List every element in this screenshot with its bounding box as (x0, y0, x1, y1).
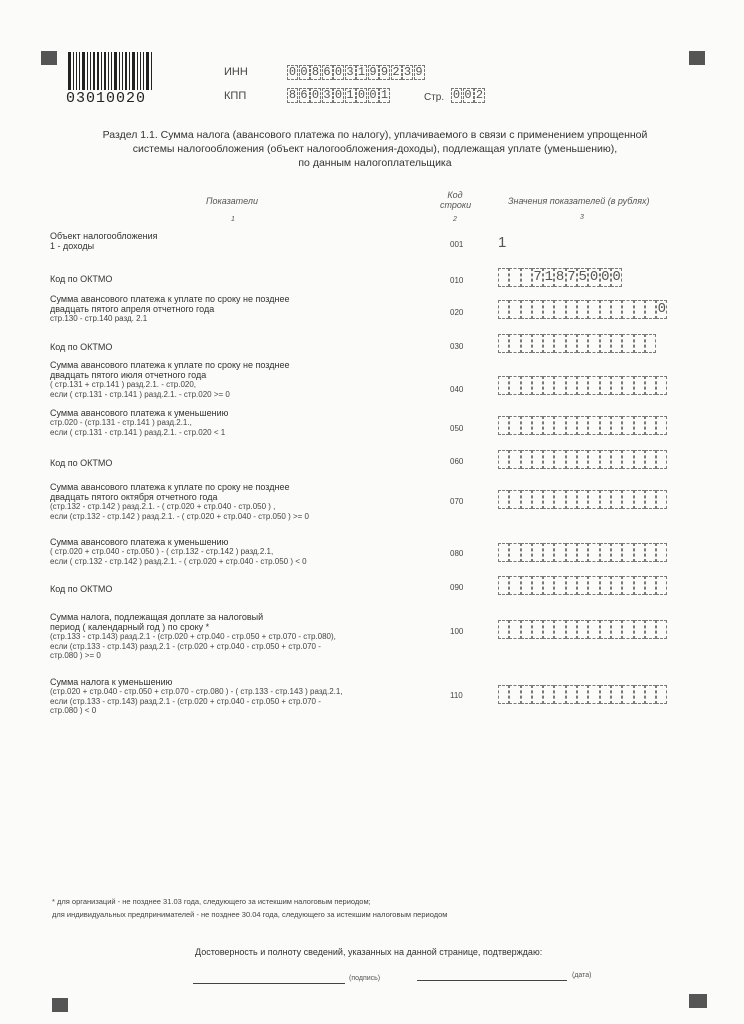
value-digit-cell (554, 576, 565, 595)
row-label-line: период ( календарный год ) по сроку * (50, 622, 210, 632)
value-digit-cell (611, 450, 622, 469)
row-020-value-field[interactable] (498, 300, 667, 319)
value-digit-cell (645, 334, 656, 353)
value-digit-cell (532, 576, 543, 595)
value-digit-cell (611, 376, 622, 395)
value-digit-cell: 0 (601, 269, 610, 285)
value-digit-cell (532, 300, 543, 319)
value-digit-cell (543, 416, 554, 435)
inn-digit-cell: 0 (300, 65, 308, 79)
value-digit-cell (521, 490, 532, 509)
column-header-indicators: Показатели (206, 196, 258, 206)
row-100-value-field[interactable] (498, 620, 667, 639)
row-050-value-field[interactable] (498, 416, 667, 435)
column-number-1: 1 (231, 216, 235, 223)
value-digit-cell (645, 543, 656, 562)
date-label: (дата) (572, 972, 592, 979)
row-110-label (50, 677, 350, 716)
row-label-line: Сумма налога, подлежащая доплате за налоговый (50, 612, 264, 622)
row-code: 020 (450, 308, 464, 317)
value-digit-cell (498, 576, 509, 595)
row-label-line: стр.080 ) >= 0 (50, 651, 101, 660)
value-digit-cell (532, 543, 543, 562)
value-digit-cell (532, 450, 543, 469)
kpp-digit-cell: 1 (380, 88, 389, 102)
row-label-line: если (стр.133 - стр.143) разд.2.1 - (стр.020 + стр.040 - стр.050 + стр.070 - (50, 696, 321, 706)
value-digit-cell (532, 334, 543, 353)
kpp-digit-cell: 0 (369, 88, 377, 102)
value-digit-cell: 0 (657, 301, 666, 317)
value-digit-cell (622, 543, 633, 562)
value-digit-cell (634, 620, 645, 639)
value-digit-cell (498, 450, 509, 469)
value-digit-cell (588, 490, 599, 509)
row-040-value-field[interactable] (498, 376, 667, 395)
value-digit-cell (554, 620, 565, 639)
barcode (68, 52, 152, 90)
value-digit-cell (566, 543, 577, 562)
value-digit-cell (656, 620, 667, 639)
column-header-code: Код строки (440, 190, 472, 210)
page-number-field (451, 88, 486, 103)
value-digit-cell (521, 543, 532, 562)
page-digit-cell: 2 (475, 88, 484, 102)
page-digit-cell: 0 (452, 88, 461, 102)
row-label-line: ( стр.020 + стр.040 - стр.050 ) - ( стр.132 - стр.142 ) разд.2.1, (50, 547, 274, 556)
row-code: 090 (450, 583, 464, 592)
value-digit-cell (656, 685, 667, 704)
value-digit-cell (566, 450, 577, 469)
row-label-line: Сумма авансового платежа к уплате по сроку не позднее (50, 294, 290, 304)
row-code: 060 (450, 457, 464, 466)
value-digit-cell (554, 685, 565, 704)
value-digit-cell (577, 685, 588, 704)
row-label-line: 1 - доходы (50, 241, 95, 251)
value-digit-cell (611, 685, 622, 704)
value-digit-cell (588, 620, 599, 639)
row-090-value-field[interactable] (498, 576, 667, 595)
value-digit-cell (656, 416, 667, 435)
value-digit-cell (498, 376, 509, 395)
value-digit-cell (577, 300, 588, 319)
value-digit-cell (656, 450, 667, 469)
value-digit-cell (521, 450, 532, 469)
value-digit-cell (588, 416, 599, 435)
value-digit-cell (600, 334, 611, 353)
confirmation-text: Достоверность и полноту сведений, указанных на данной странице, подтверждаю: (195, 947, 543, 957)
value-digit-cell (509, 334, 520, 353)
value-digit-cell (611, 416, 622, 435)
value-digit-cell (611, 334, 622, 353)
page-label: Стр. (424, 92, 445, 103)
value-digit-cell (588, 334, 599, 353)
value-digit-cell: 5 (578, 269, 587, 285)
value-digit-cell (532, 620, 543, 639)
value-digit-cell (521, 576, 532, 595)
value-digit-cell (498, 685, 509, 704)
value-digit-cell (543, 300, 554, 319)
value-digit-cell (634, 334, 645, 353)
value-digit-cell (554, 416, 565, 435)
value-digit-cell (509, 576, 520, 595)
value-digit-cell: 0 (612, 269, 621, 285)
inn-digit-cell: 9 (415, 65, 423, 79)
value-digit-cell (600, 490, 611, 509)
inn-digit-cell: 9 (369, 65, 377, 79)
row-label-line: если ( стр.132 - стр.142 ) разд.2.1. - ( стр.020 + стр.040 - стр.050 ) < 0 (50, 556, 307, 566)
row-070-label (50, 482, 350, 521)
value-digit-cell (509, 490, 520, 509)
value-digit-cell (498, 543, 509, 562)
value-digit-cell: 0 (589, 269, 599, 285)
value-digit-cell (521, 416, 532, 435)
row-code: 040 (450, 385, 464, 394)
column-number-2: 2 (453, 216, 457, 223)
value-digit-cell (611, 490, 622, 509)
value-digit-cell (532, 490, 543, 509)
value-digit-cell (566, 416, 577, 435)
value-digit-cell (622, 576, 633, 595)
value-digit-cell (634, 490, 645, 509)
column-header-values: Значения показателей (в рублях) (508, 196, 650, 206)
column-number-3: 3 (580, 214, 584, 221)
value-digit-cell (577, 450, 588, 469)
value-digit-cell (532, 416, 543, 435)
value-digit-cell (634, 300, 645, 319)
row-label-line: Код по ОКТМО (50, 458, 113, 468)
value-digit-cell (543, 490, 554, 509)
row-label-line: Код по ОКТМО (50, 342, 113, 352)
value-digit-cell (588, 300, 599, 319)
value-digit-cell (588, 576, 599, 595)
value-digit-cell (577, 416, 588, 435)
inn-digit-cell: 0 (334, 65, 343, 79)
value-digit-cell (543, 685, 554, 704)
value-digit-cell (509, 376, 520, 395)
inn-digit-cell: 6 (323, 65, 331, 79)
value-digit-cell (611, 300, 622, 319)
row-label-line: Сумма налога к уменьшению (50, 677, 173, 687)
barcode-number: 03010020 (66, 90, 147, 107)
value-digit-cell (600, 620, 611, 639)
page-digit-cell: 0 (464, 88, 472, 102)
row-label-line: (стр.020 + стр.040 - стр.050 + стр.070 - стр.080 ) - ( стр.133 - стр.143 ) разд.2.1, (50, 687, 343, 696)
value-digit-cell (532, 376, 543, 395)
value-digit-cell (588, 685, 599, 704)
row-label-line: двадцать пятого октября отчетного года (50, 492, 218, 502)
value-digit-cell (588, 543, 599, 562)
row-label-line: если (стр.133 - стр.143) разд.2.1 - (стр.020 + стр.040 - стр.050 + стр.070 - (50, 641, 321, 651)
value-digit-cell (498, 300, 509, 319)
value-digit-cell (645, 576, 656, 595)
row-label-line: Сумма авансового платежа к уплате по сроку не позднее (50, 482, 290, 492)
value-digit-cell (554, 543, 565, 562)
value-digit-cell (498, 416, 509, 435)
row-code: 070 (450, 497, 464, 506)
row-030-label (50, 342, 350, 352)
value-digit-cell (532, 685, 543, 704)
row-label-line: ( стр.131 + стр.141 ) разд.2.1. - стр.020, (50, 380, 197, 389)
kpp-digit-cell: 0 (334, 88, 343, 102)
value-digit-cell (645, 620, 656, 639)
kpp-digit-cell: 0 (311, 88, 320, 102)
inn-digit-cell: 1 (357, 65, 366, 79)
row-label-line: Объект налогообложения (50, 231, 158, 241)
value-digit-cell (509, 620, 520, 639)
row-label-line: стр.080 ) < 0 (50, 706, 97, 715)
value-digit-cell (600, 300, 611, 319)
kpp-field (287, 88, 391, 103)
row-label-line: стр.130 - стр.140 разд. 2.1 (50, 314, 148, 323)
value-digit-cell (645, 490, 656, 509)
value-digit-cell: 8 (555, 269, 565, 285)
value-digit-cell (566, 490, 577, 509)
value-digit-cell (600, 543, 611, 562)
row-label-line: если (стр.132 - стр.142 ) разд.2.1. - ( стр.020 + стр.040 - стр.050 ) >= 0 (50, 511, 309, 521)
value-digit-cell (634, 450, 645, 469)
value-digit-cell (498, 268, 509, 287)
row-code: 050 (450, 424, 464, 433)
value-digit-cell (634, 416, 645, 435)
value-digit-cell: 7 (533, 269, 542, 285)
row-020-label (50, 294, 350, 324)
value-digit-cell (543, 334, 554, 353)
value-digit-cell (577, 543, 588, 562)
value-digit-cell (611, 620, 622, 639)
date-line[interactable] (417, 980, 567, 981)
row-080-label (50, 537, 350, 566)
value-digit-cell (521, 300, 532, 319)
registration-marker-top-right (689, 51, 705, 65)
kpp-digit-cell: 6 (300, 88, 308, 102)
value-digit-cell (656, 376, 667, 395)
value-digit-cell (577, 376, 588, 395)
value-digit-cell: 1 (544, 269, 554, 285)
section-title: Раздел 1.1. Сумма налога (авансового платежа по налогу), уплачиваемого в связи с применением упрощенной системы налогообложения (объект налогообложения-доходы), подлежащая уплате (уменьшению), по данным налогоплательщика (102, 129, 648, 169)
value-digit-cell (509, 268, 520, 287)
value-digit-cell (498, 620, 509, 639)
row-010-label (50, 274, 350, 284)
value-digit-cell (645, 416, 656, 435)
row-label-line: двадцать пятого июля отчетного года (50, 370, 207, 380)
row-label-line: Код по ОКТМО (50, 274, 113, 284)
row-label-line: Сумма авансового платежа к уменьшению (50, 408, 229, 418)
value-digit-cell (554, 490, 565, 509)
kpp-digit-cell: 0 (357, 88, 366, 102)
value-digit-cell (611, 543, 622, 562)
value-digit-cell (622, 416, 633, 435)
row-code: 030 (450, 342, 464, 351)
row-label-line: если ( стр.131 - стр.141 ) разд.2.1. - стр.020 < 1 (50, 427, 226, 437)
row-060-label (50, 458, 350, 468)
value-digit-cell (521, 334, 532, 353)
registration-marker-bottom-right (689, 994, 707, 1008)
kpp-digit-cell: 8 (288, 88, 297, 102)
row-030-value-field[interactable] (498, 334, 656, 353)
value-digit-cell (577, 576, 588, 595)
value-digit-cell (543, 376, 554, 395)
row-label-line: если ( стр.131 - стр.141 ) разд.2.1. - стр.020 >= 0 (50, 389, 230, 399)
kpp-label: КПП (224, 90, 247, 102)
value-digit-cell (498, 334, 509, 353)
value-digit-cell (498, 490, 509, 509)
kpp-digit-cell: 1 (346, 88, 354, 102)
value-digit-cell (622, 490, 633, 509)
value-digit-cell (577, 334, 588, 353)
value-digit-cell (521, 685, 532, 704)
value-digit-cell (656, 490, 667, 509)
value-digit-cell (554, 334, 565, 353)
value-digit-cell (622, 334, 633, 353)
value-digit-cell (622, 620, 633, 639)
value-digit-cell (622, 376, 633, 395)
inn-digit-cell: 2 (392, 65, 400, 79)
value-digit-cell (600, 416, 611, 435)
row-label-line: двадцать пятого апреля отчетного года (50, 304, 215, 314)
registration-marker-top-left (41, 51, 57, 65)
value-digit-cell (577, 490, 588, 509)
value-digit-cell (634, 685, 645, 704)
signature-label: (подпись) (349, 975, 381, 982)
value-digit-cell (543, 576, 554, 595)
value-digit-cell (554, 450, 565, 469)
row-100-label (50, 612, 350, 661)
row-010-value-field[interactable] (498, 268, 622, 287)
value-digit-cell (588, 376, 599, 395)
row-label-line: Сумма авансового платежа к уплате по сроку не позднее (50, 360, 290, 370)
value-digit-cell (509, 416, 520, 435)
inn-label: ИНН (224, 66, 248, 78)
value-digit-cell (600, 450, 611, 469)
value-digit-cell (554, 376, 565, 395)
value-digit-cell (577, 620, 588, 639)
value-digit-cell (611, 576, 622, 595)
value-digit-cell (634, 543, 645, 562)
row-code: 110 (450, 691, 463, 700)
value-digit-cell (600, 576, 611, 595)
value-digit-cell (521, 376, 532, 395)
value-digit-cell (588, 450, 599, 469)
inn-field (287, 65, 425, 80)
row-label-line: Сумма авансового платежа к уменьшению (50, 537, 229, 547)
value-digit-cell (543, 620, 554, 639)
row-code: 010 (450, 276, 464, 285)
value-digit-cell (600, 685, 611, 704)
value-digit-cell (521, 620, 532, 639)
value-digit-cell (566, 685, 577, 704)
value-digit-cell (645, 450, 656, 469)
value-digit-cell (566, 334, 577, 353)
footnote-line-1: * для организаций - не позднее 31.03 года, следующего за истекшим налоговым периодом; (52, 897, 371, 906)
value-digit-cell (509, 543, 520, 562)
row-label-line: (стр.132 - стр.142 ) разд.2.1. - ( стр.020 + стр.040 - стр.050 ) , (50, 502, 276, 511)
row-code: 100 (450, 627, 464, 636)
value-digit-cell (509, 450, 520, 469)
kpp-digit-cell: 3 (323, 88, 331, 102)
value-digit-cell (566, 620, 577, 639)
value-digit-cell (622, 685, 633, 704)
row-090-label (50, 584, 350, 594)
value-digit-cell (656, 576, 667, 595)
value-digit-cell (554, 300, 565, 319)
row-001-value[interactable]: 1 (498, 234, 507, 251)
value-digit-cell (521, 268, 532, 287)
value-digit-cell (566, 376, 577, 395)
row-label-line: Код по ОКТМО (50, 584, 113, 594)
value-digit-cell (622, 450, 633, 469)
value-digit-cell: 7 (567, 269, 576, 285)
row-050-label (50, 408, 350, 437)
value-digit-cell (543, 450, 554, 469)
row-080-value-field[interactable] (498, 543, 667, 562)
row-label-line: стр.020 - (стр.131 - стр.141 ) разд.2.1., (50, 418, 192, 427)
value-digit-cell (645, 685, 656, 704)
value-digit-cell (645, 376, 656, 395)
registration-marker-bottom-left (52, 998, 68, 1012)
value-digit-cell (509, 300, 520, 319)
inn-digit-cell: 9 (380, 65, 389, 79)
inn-digit-cell: 3 (403, 65, 412, 79)
row-label-line: (стр.133 - стр.143) разд.2.1 - (стр.020 + стр.040 - стр.050 + стр.070 - стр.080), (50, 632, 336, 641)
row-code: 080 (450, 549, 464, 558)
row-001-label (50, 231, 350, 251)
footnote-line-2: для индивидуальных предпринимателей - не позднее 30.04 года, следующего за истекшим налоговым периодом (52, 910, 448, 919)
value-digit-cell (656, 543, 667, 562)
value-digit-cell (622, 300, 633, 319)
row-060-value-field[interactable] (498, 450, 667, 469)
value-digit-cell (566, 576, 577, 595)
row-040-label (50, 360, 350, 399)
value-digit-cell (645, 300, 656, 319)
row-070-value-field[interactable] (498, 490, 667, 509)
inn-digit-cell: 0 (288, 65, 297, 79)
value-digit-cell (509, 685, 520, 704)
signature-line[interactable] (193, 983, 345, 984)
row-code: 001 (450, 240, 464, 249)
inn-digit-cell: 8 (311, 65, 320, 79)
value-digit-cell (600, 376, 611, 395)
value-digit-cell (634, 376, 645, 395)
inn-digit-cell: 3 (346, 65, 354, 79)
row-110-value-field[interactable] (498, 685, 667, 704)
value-digit-cell (634, 576, 645, 595)
value-digit-cell (566, 300, 577, 319)
value-digit-cell (543, 543, 554, 562)
